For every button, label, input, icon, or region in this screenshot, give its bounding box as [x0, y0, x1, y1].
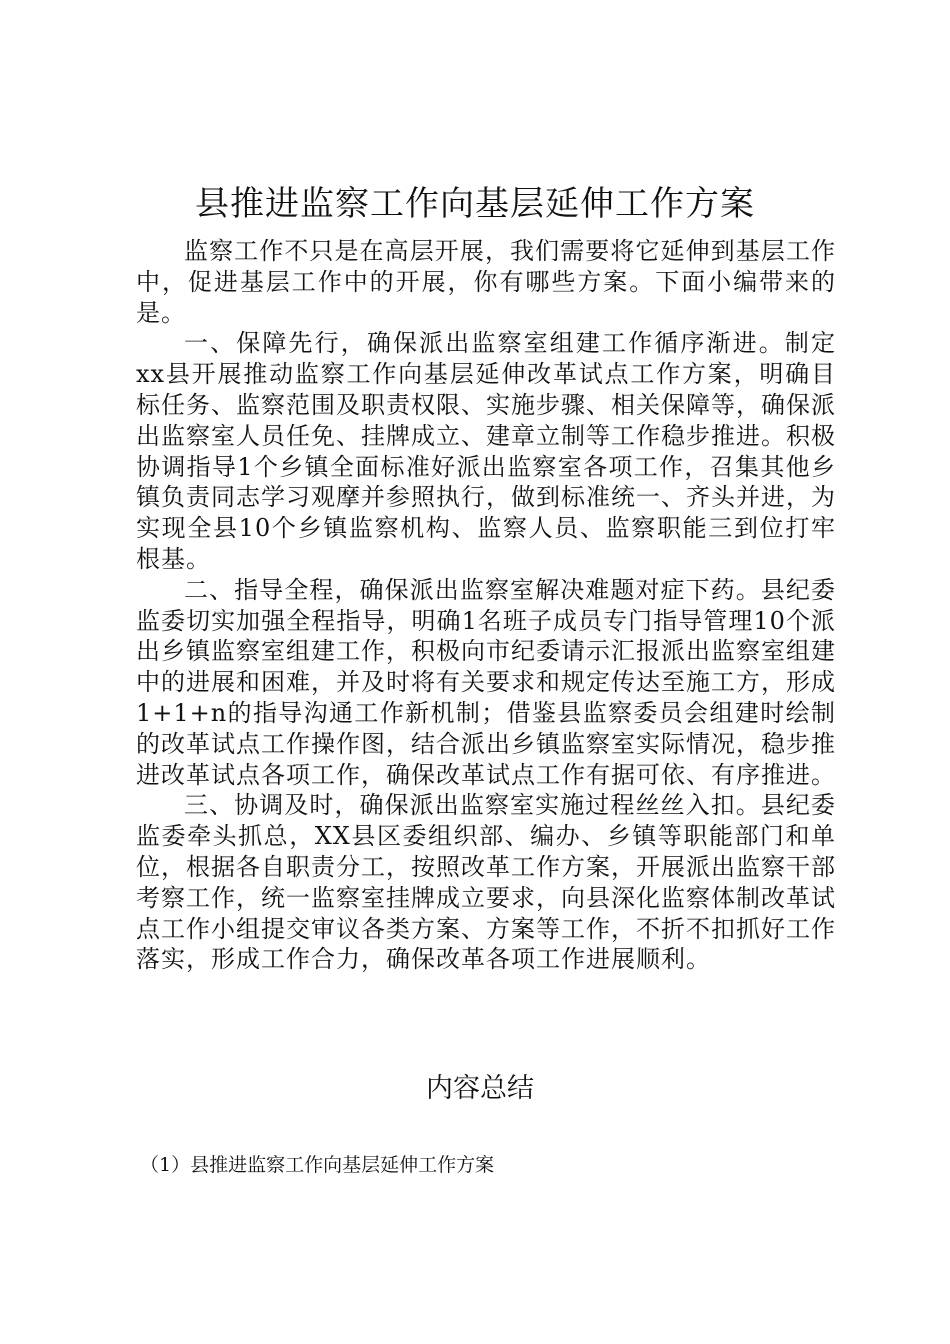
section-two-paragraph: 二、指导全程，确保派出监察室解决难题对症下药。县纪委监委切实加强全程指导，明确1名班子成员专门指导管理10个派出乡镇监察室组建工作，积极向市纪委请示汇报派出监察室组建中的进展和困难，并及时将有关要求和规定传达至施工方，形成1+1+n的指导沟通工作新机制；借鉴县监察委员会组建时绘制的改革试点工作操作图，结合派出乡镇监察室实际情况，稳步推进改革试点各项工作，确保改革试点工作有据可依、有序推进。 — [136, 575, 836, 789]
summary-title: 内容总结 — [426, 1073, 534, 1104]
document-title: 县推进监察工作向基层延伸工作方案 — [195, 184, 755, 224]
document-body — [136, 236, 836, 975]
summary-item: （1）县推进监察工作向基层延伸工作方案 — [140, 1154, 495, 1176]
section-three-paragraph: 三、协调及时，确保派出监察室实施过程丝丝入扣。县纪委监委牵头抓总，XX县区委组织部、编办、乡镇等职能部门和单位，根据各自职责分工，按照改革工作方案，开展派出监察干部考察工作，统一监察室挂牌成立要求，向县深化监察体制改革试点工作小组提交审议各类方案、方案等工作，不折不扣抓好工作落实，形成工作合力，确保改革各项工作进展顺利。 — [136, 791, 836, 974]
intro-paragraph: 监察工作不只是在高层开展，我们需要将它延伸到基层工作中，促进基层工作中的开展，你有哪些方案。下面小编带来的是。 — [136, 237, 836, 327]
section-one-paragraph: 一、保障先行，确保派出监察室组建工作循序渐进。制定xx县开展推动监察工作向基层延伸改革试点工作方案，明确目标任务、监察范围及职责权限、实施步骤、相关保障等，确保派出监察室人员任免、挂牌成立、建章立制等工作稳步推进。积极协调指导1个乡镇全面标准好派出监察室各项工作，召集其他乡镇负责同志学习观摩并参照执行，做到标准统一、齐头并进，为实现全县10个乡镇监察机构、监察人员、监察职能三到位打牢根基。 — [136, 329, 836, 573]
